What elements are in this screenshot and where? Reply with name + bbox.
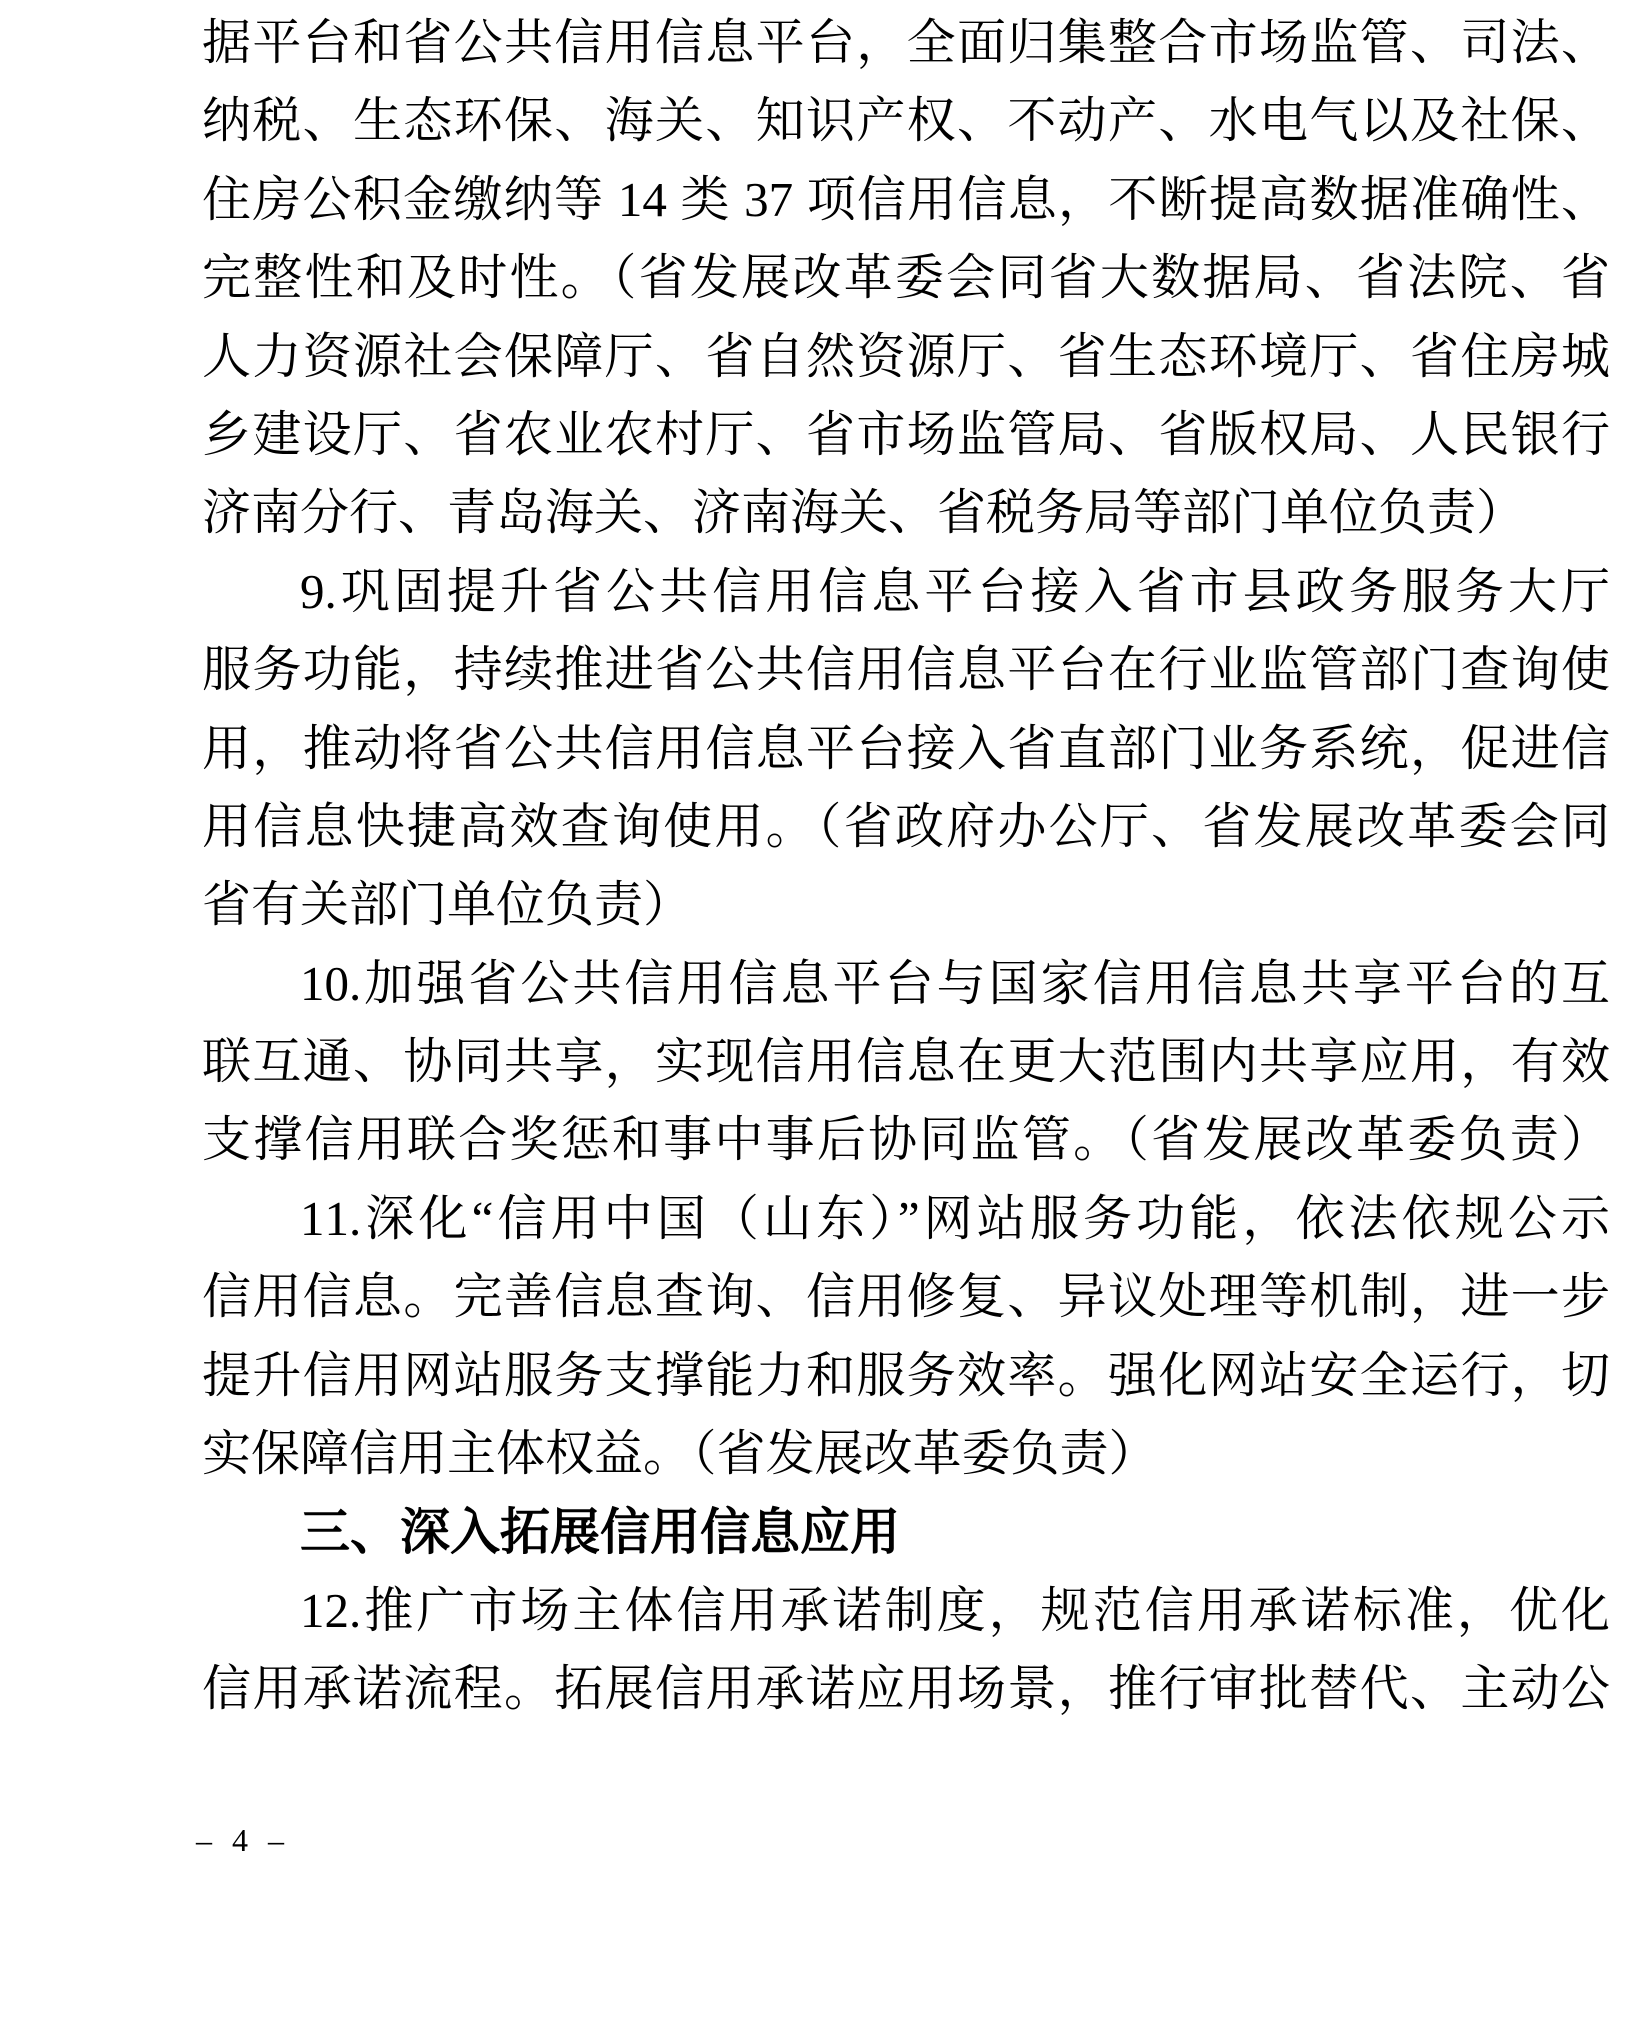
text-line: 人力资源社会保障厅、省自然资源厅、省生态环境厅、省住房城: [202, 328, 1610, 384]
text-line: 联互通、协同共享，实现信用信息在更大范围内共享应用，有效: [202, 1034, 1610, 1090]
text-line: 省有关部门单位负责）: [202, 877, 693, 933]
text-line-paragraph-10-start: 10.加强省公共信用信息平台与国家信用信息共享平台的互: [300, 955, 1610, 1011]
text-line: 信用信息。完善信息查询、信用修复、异议处理等机制，进一步: [202, 1269, 1610, 1325]
text-line: 济南分行、青岛海关、济南海关、省税务局等部门单位负责）: [202, 485, 1526, 541]
text-line: 服务功能，持续推进省公共信用信息平台在行业监管部门查询使: [202, 642, 1610, 698]
text-line: 提升信用网站服务支撑能力和服务效率。强化网站安全运行，切: [202, 1347, 1610, 1403]
text-line: 支撑信用联合奖惩和事中事后协同监管。（省发展改革委负责）: [202, 1112, 1610, 1168]
text-line: 住房公积金缴纳等 14 类 37 项信用信息，不断提高数据准确性、: [202, 171, 1610, 227]
text-line: 据平台和省公共信用信息平台，全面归集整合市场监管、司法、: [202, 15, 1610, 70]
text-line-paragraph-11-start: 11.深化“信用中国（山东）”网站服务功能，依法依规公示: [300, 1190, 1610, 1246]
text-line: 完整性和及时性。（省发展改革委会同省大数据局、省法院、省: [202, 250, 1610, 306]
text-line: 乡建设厅、省农业农村厅、省市场监管局、省版权局、人民银行: [202, 406, 1610, 462]
text-line: 信用承诺流程。拓展信用承诺应用场景，推行审批替代、主动公: [202, 1661, 1610, 1717]
text-line-paragraph-12-start: 12.推广市场主体信用承诺制度，规范信用承诺标准，优化: [300, 1582, 1610, 1638]
section-heading: 三、深入拓展信用信息应用: [300, 1504, 900, 1561]
text-line: 实保障信用主体权益。（省发展改革委负责）: [202, 1426, 1158, 1482]
document-body: [202, 4, 1610, 1729]
text-line: 用信息快捷高效查询使用。（省政府办公厅、省发展改革委会同: [202, 798, 1610, 854]
text-line: 用，推动将省公共信用信息平台接入省直部门业务系统，促进信: [202, 720, 1610, 776]
text-line-paragraph-9-start: 9.巩固提升省公共信用信息平台接入省市县政务服务大厅: [300, 563, 1610, 619]
page-number: – 4 –: [196, 1822, 290, 1858]
text-line: 纳税、生态环保、海关、知识产权、不动产、水电气以及社保、: [202, 93, 1610, 149]
